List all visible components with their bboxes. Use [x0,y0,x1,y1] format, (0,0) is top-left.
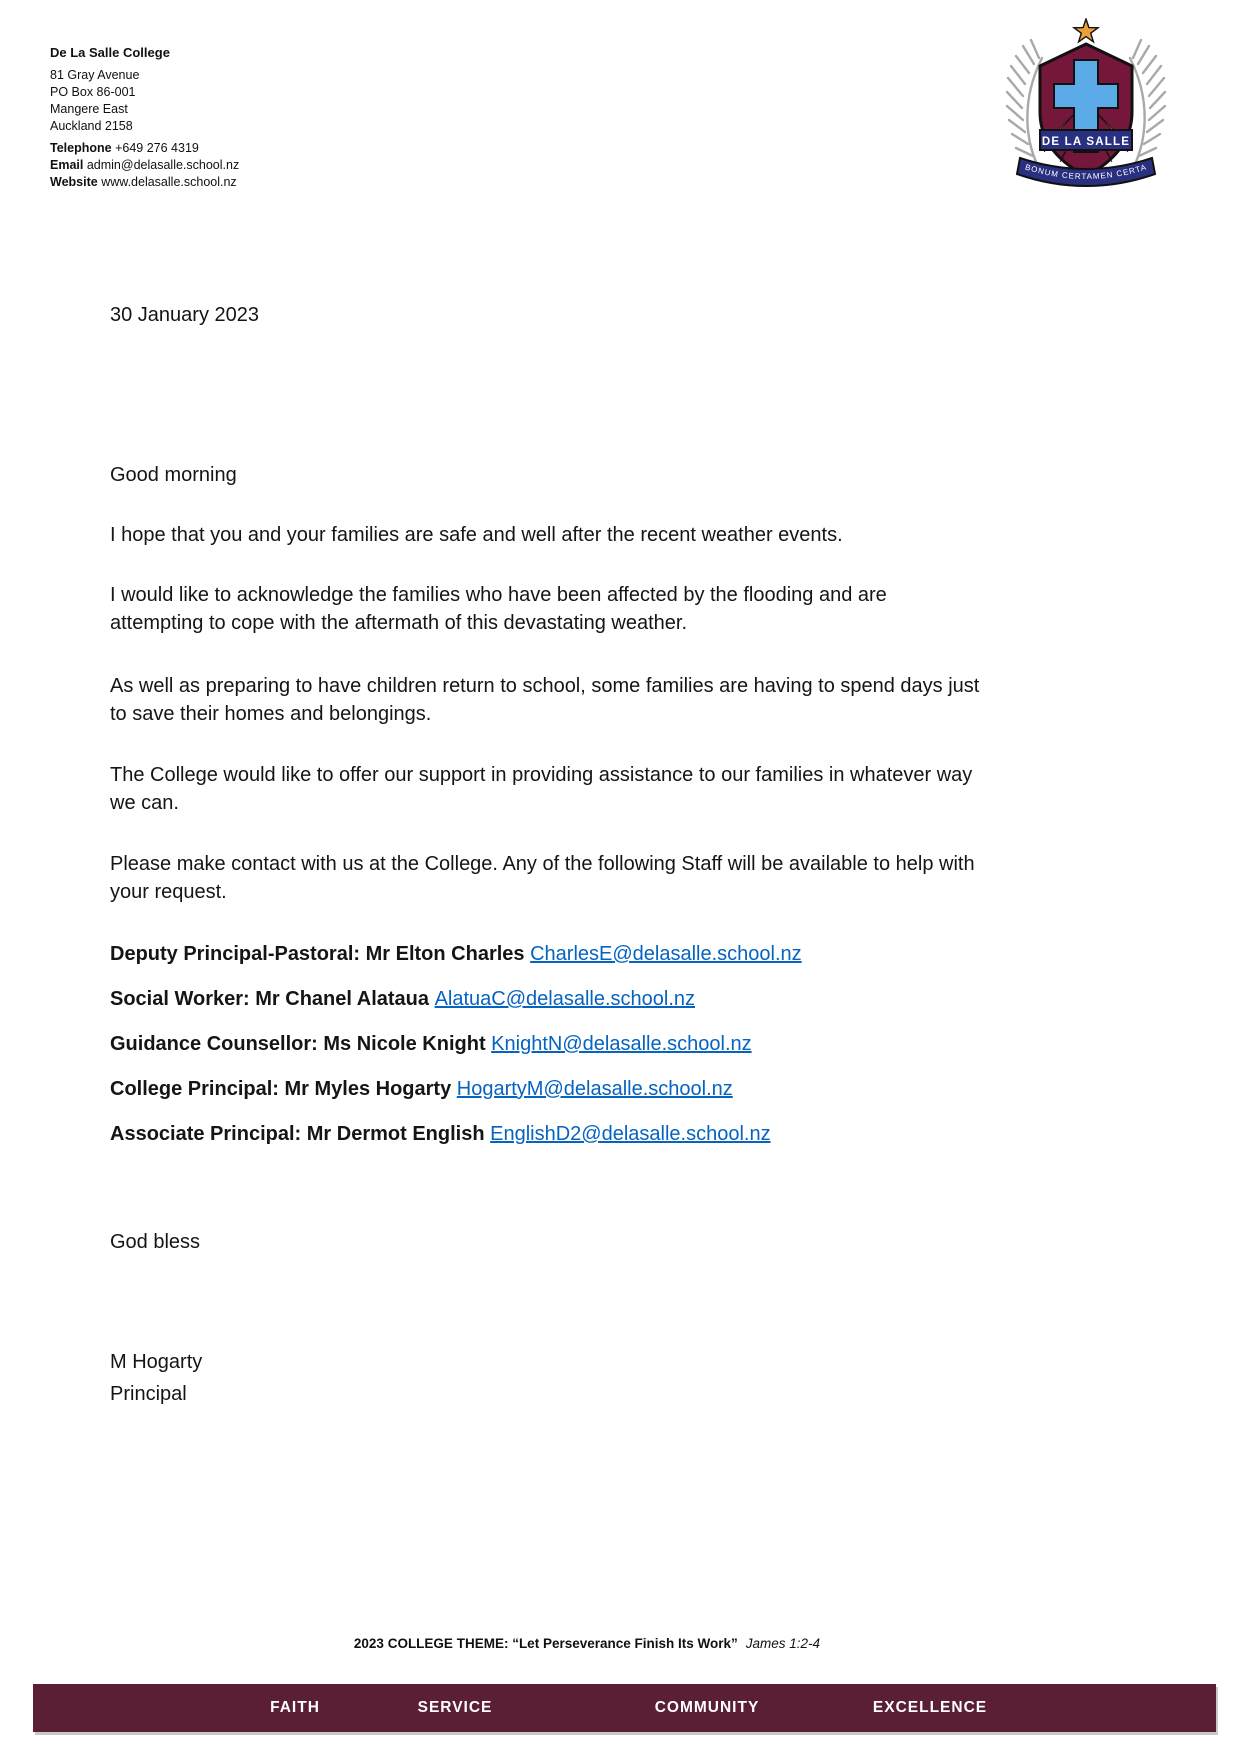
paragraph-line: Please make contact with us at the College. Any of the following Staff will be available to help with [110,853,975,875]
header-contact-block [50,44,239,191]
telephone-line: Telephone +649 276 4319 [50,141,199,155]
college-name: De La Salle College [50,45,170,60]
motto-text: BONUM CERTAMEN CERTA [1024,162,1148,182]
address-line: PO Box 86-001 [50,85,136,99]
address-line: Auckland 2158 [50,119,133,133]
theme-reference: James 1:2-4 [745,1636,821,1651]
staff-contact-row [110,1120,802,1148]
staff-email-link[interactable]: KnightN@delasalle.school.nz [491,1033,752,1055]
paragraph-line: The College would like to offer our support in providing assistance to our families in whatever way [110,764,973,786]
staff-email-link[interactable]: AlatuaC@delasalle.school.nz [434,988,696,1010]
staff-role: Associate Principal: [110,1123,302,1145]
staff-role: College Principal: [110,1078,279,1100]
paragraph-line: As well as preparing to have children return to school, some families are having to spend days just [110,675,980,697]
staff-name: Mr Chanel Alataua [255,988,429,1010]
signature-title: Principal [110,1383,187,1405]
email-line: Email admin@delasalle.school.nz [50,158,240,172]
crest-graphic [1004,18,1168,194]
paragraph-line: I would like to acknowledge the families who have been affected by the flooding and are [110,584,887,606]
paragraph-line: your request. [110,881,227,903]
paragraph-line: to save their homes and belongings. [110,703,432,725]
star-icon [1074,19,1098,42]
paragraph [110,850,975,906]
values-bar [33,1684,1216,1732]
value-excellence: EXCELLENCE [872,1699,988,1716]
staff-role: Deputy Principal-Pastoral: [110,943,361,965]
theme-label: 2023 COLLEGE THEME: “Let Perseverance Finish Its Work” [353,1636,738,1651]
staff-name: Ms Nicole Knight [323,1033,486,1055]
address-block [50,67,239,135]
paragraph [110,581,887,637]
staff-contact-row [110,985,802,1013]
paragraph [110,672,979,728]
paragraph [110,521,843,549]
paragraph [110,761,972,817]
staff-email-link[interactable]: CharlesE@delasalle.school.nz [530,943,802,965]
staff-email-link[interactable]: HogartyM@delasalle.school.nz [456,1078,733,1100]
staff-name: Mr Dermot English [306,1123,485,1145]
paragraph-line: I hope that you and your families are safe and well after the recent weather events. [110,524,843,546]
college-theme-line [0,1636,1174,1651]
staff-contact-row [110,1075,802,1103]
paragraph-line: attempting to cope with the aftermath of this devastating weather. [110,612,688,634]
signature-block [110,1346,202,1410]
college-crest-logo [1004,18,1168,194]
website-line: Website www.delasalle.school.nz [50,175,237,189]
address-line: Mangere East [50,102,128,116]
paragraph-line: we can. [110,792,179,814]
staff-role: Guidance Counsellor: [110,1033,318,1055]
letter-date: 30 January 2023 [110,304,260,326]
staff-name: Mr Myles Hogarty [284,1078,452,1100]
value-faith: FAITH [270,1699,320,1716]
staff-role: Social Worker: [110,988,250,1010]
banner-text: DE LA SALLE [1041,136,1131,148]
staff-name: Mr Elton Charles [365,943,525,965]
signature-name: M Hogarty [110,1351,203,1373]
value-community: COMMUNITY [654,1699,760,1716]
staff-email-link[interactable]: EnglishD2@delasalle.school.nz [490,1123,771,1145]
staff-contact-row [110,1030,802,1058]
closing: God bless [110,1231,201,1253]
salutation: Good morning [110,464,237,486]
address-line: 81 Gray Avenue [50,68,140,82]
staff-contact-list [110,940,802,1165]
staff-contact-row [110,940,802,968]
value-service: SERVICE [417,1699,493,1716]
